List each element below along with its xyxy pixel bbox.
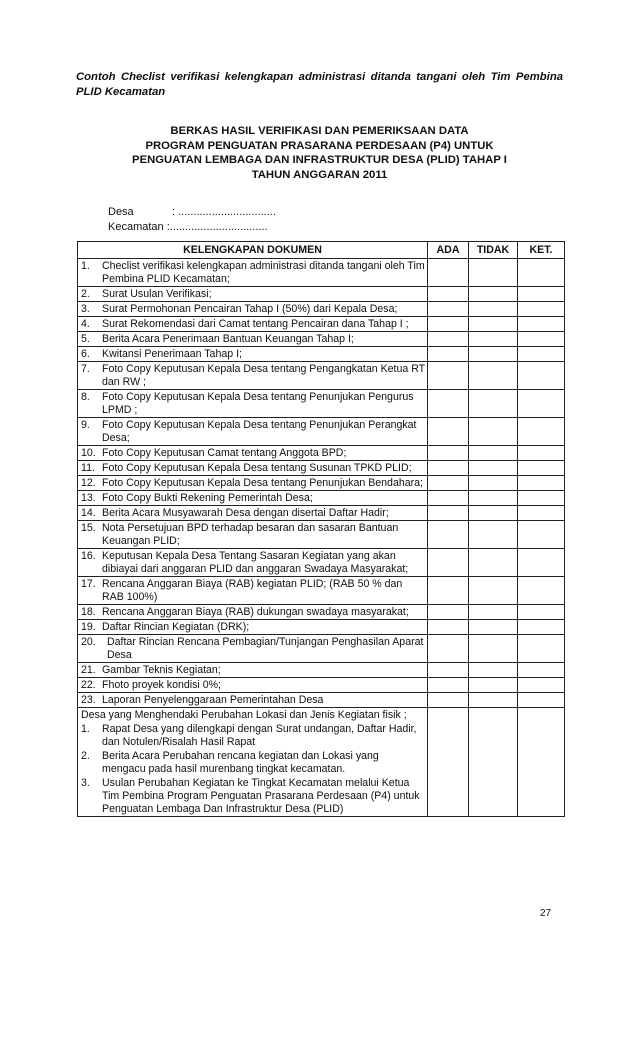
checklist-item	[78, 461, 427, 475]
kecamatan-row	[108, 220, 276, 235]
checklist-item	[78, 418, 427, 445]
item-number: 1.	[81, 260, 90, 272]
checklist-item	[78, 693, 427, 707]
ada-cell[interactable]	[428, 708, 469, 817]
ket-cell[interactable]	[518, 605, 565, 620]
ket-cell[interactable]	[518, 418, 565, 446]
item-number: 2.	[81, 750, 90, 762]
checklist-item	[78, 506, 427, 520]
tidak-cell[interactable]	[469, 461, 518, 476]
tidak-cell[interactable]	[469, 521, 518, 549]
title-line: BERKAS HASIL VERIFIKASI DAN PEMERIKSAAN DATA	[170, 125, 469, 137]
tidak-cell[interactable]	[469, 347, 518, 362]
checklist-item	[78, 663, 427, 677]
title-line: PENGUATAN LEMBAGA DAN INFRASTRUKTUR DESA (PLID) TAHAP I	[132, 154, 507, 166]
item-text: Kwitansi Penerimaan Tahap I;	[102, 348, 242, 360]
ket-cell[interactable]	[518, 259, 565, 287]
header-tidak: TIDAK	[469, 242, 518, 259]
document-cell	[78, 678, 428, 693]
item-text: Laporan Penyelenggaraan Pemerintahan Desa	[102, 694, 324, 706]
item-number: 6.	[81, 348, 90, 360]
item-number: 17.	[81, 578, 96, 590]
item-text: Foto Copy Keputusan Kepala Desa tentang Penunjukan Perangkat Desa;	[102, 419, 417, 444]
item-number: 13.	[81, 492, 96, 504]
tidak-cell[interactable]	[469, 635, 518, 663]
tidak-cell[interactable]	[469, 302, 518, 317]
document-cell	[78, 287, 428, 302]
document-cell	[78, 476, 428, 491]
item-number: 20.	[81, 636, 96, 648]
item-text: Checlist verifikasi kelengkapan administrasi ditanda tangani oleh Tim Pembina PLID Kecamatan;	[102, 260, 425, 285]
ada-cell[interactable]	[428, 663, 469, 678]
ket-cell[interactable]	[518, 302, 565, 317]
item-text: Keputusan Kepala Desa Tentang Sasaran Kegiatan yang akan dibiayai dari anggaran PLID dan anggaran Swadaya Masyarakat;	[102, 550, 409, 575]
header-document: KELENGKAPAN DOKUMEN	[78, 242, 428, 259]
table-row	[78, 476, 565, 491]
desa-row	[108, 205, 276, 220]
document-cell	[78, 317, 428, 332]
document-cell	[78, 549, 428, 577]
item-number: 15.	[81, 522, 96, 534]
checklist-item	[78, 476, 427, 490]
ada-cell[interactable]	[428, 549, 469, 577]
item-number: 2.	[81, 288, 90, 300]
table-row	[78, 521, 565, 549]
tidak-cell[interactable]	[469, 317, 518, 332]
checklist-item	[78, 390, 427, 417]
tidak-cell[interactable]	[469, 332, 518, 347]
checklist-item	[78, 332, 427, 346]
kecamatan-label: Kecamatan	[108, 221, 164, 233]
desa-value: : ................................	[172, 206, 276, 218]
last-row-item	[78, 722, 427, 749]
ada-cell[interactable]	[428, 521, 469, 549]
table-row	[78, 605, 565, 620]
document-cell	[78, 461, 428, 476]
document-cell	[78, 418, 428, 446]
item-text: Berita Acara Perubahan rencana kegiatan dan Lokasi yang mengacu pada hasil murenbang tingkat kecamatan.	[102, 750, 379, 775]
title-line: PROGRAM PENGUATAN PRASARANA PERDESAAN (P4) UNTUK	[145, 139, 494, 152]
ket-cell[interactable]	[518, 620, 565, 635]
item-number: 5.	[81, 333, 90, 345]
checklist-item	[78, 521, 427, 548]
document-cell	[78, 259, 428, 287]
header-ada: ADA	[428, 242, 469, 259]
ada-cell[interactable]	[428, 476, 469, 491]
checklist-item	[78, 491, 427, 505]
item-number: 8.	[81, 391, 90, 403]
ket-cell[interactable]	[518, 317, 565, 332]
table-row	[78, 663, 565, 678]
last-row-document-cell	[78, 708, 428, 817]
ada-cell[interactable]	[428, 605, 469, 620]
checklist-item	[78, 362, 427, 389]
ada-cell[interactable]	[428, 635, 469, 663]
tidak-cell[interactable]	[469, 390, 518, 418]
ket-cell[interactable]	[518, 663, 565, 678]
ket-cell[interactable]	[518, 287, 565, 302]
checklist-item	[78, 620, 427, 634]
item-text: Nota Persetujuan BPD terhadap besaran dan sasaran Bantuan Keuangan PLID;	[102, 522, 399, 547]
item-text: Foto Copy Keputusan Kepala Desa tentang Pengangkatan Ketua RT dan RW ;	[102, 363, 425, 388]
item-number: 3.	[81, 303, 90, 315]
page-number: 27	[540, 908, 552, 919]
document-cell	[78, 446, 428, 461]
item-text: Rapat Desa yang dilengkapi dengan Surat undangan, Daftar Hadir, dan Notulen/Risalah Hasil Rapat	[102, 723, 417, 748]
item-text: Foto Copy Keputusan Kepala Desa tentang Penunjukan Pengurus LPMD ;	[102, 391, 414, 416]
table-row	[78, 362, 565, 390]
ada-cell[interactable]	[428, 390, 469, 418]
document-cell	[78, 302, 428, 317]
item-number: 3.	[81, 777, 90, 789]
last-row-item	[78, 776, 427, 816]
ket-cell[interactable]	[518, 678, 565, 693]
table-row	[78, 317, 565, 332]
kecamatan-value: :................................	[166, 221, 268, 233]
document-cell	[78, 506, 428, 521]
table-header-row	[78, 242, 565, 259]
intro-caption: Contoh Checlist verifikasi kelengkapan administrasi ditanda tangani oleh Tim Pembina PLID Kecamatan	[76, 71, 563, 98]
item-number: 21.	[81, 664, 96, 676]
checklist-item	[78, 577, 427, 604]
ket-cell[interactable]	[518, 708, 565, 817]
item-number: 9.	[81, 419, 90, 431]
tidak-cell[interactable]	[469, 678, 518, 693]
last-row-item	[78, 749, 427, 776]
ada-cell[interactable]	[428, 678, 469, 693]
title-line: TAHUN ANGGARAN 2011	[251, 168, 388, 181]
tidak-cell[interactable]	[469, 620, 518, 635]
checklist-item	[78, 605, 427, 619]
ada-cell[interactable]	[428, 577, 469, 605]
item-text: Surat Rekomendasi dari Camat tentang Pencairan dana Tahap I ;	[102, 318, 409, 330]
header-ket: KET.	[518, 242, 565, 259]
ket-cell[interactable]	[518, 635, 565, 663]
item-text: Daftar Rincian Rencana Pembagian/Tunjangan Penghasilan Aparat Desa	[107, 636, 424, 661]
document-cell	[78, 491, 428, 506]
table-row	[78, 418, 565, 446]
item-number: 22.	[81, 679, 96, 691]
tidak-cell[interactable]	[469, 476, 518, 491]
ket-cell[interactable]	[518, 446, 565, 461]
ket-cell[interactable]	[518, 347, 565, 362]
ada-cell[interactable]	[428, 693, 469, 708]
item-text: Foto Copy Keputusan Camat tentang Anggota BPD;	[102, 447, 347, 459]
ada-cell[interactable]	[428, 287, 469, 302]
checklist-item	[78, 287, 427, 301]
tidak-cell[interactable]	[469, 708, 518, 817]
item-number: 4.	[81, 318, 90, 330]
ket-cell[interactable]	[518, 390, 565, 418]
tidak-cell[interactable]	[469, 693, 518, 708]
checklist-item	[78, 347, 427, 361]
ket-cell[interactable]	[518, 491, 565, 506]
table-row	[78, 390, 565, 418]
tidak-cell[interactable]	[469, 549, 518, 577]
checklist-table	[77, 241, 565, 817]
table-row	[78, 461, 565, 476]
item-number: 10.	[81, 447, 96, 459]
checklist-item	[78, 259, 427, 286]
ada-cell[interactable]	[428, 362, 469, 390]
checklist-item	[78, 302, 427, 316]
table-row	[78, 577, 565, 605]
table-row	[78, 332, 565, 347]
last-row-intro: Desa yang Menghendaki Perubahan Lokasi dan Jenis Kegiatan fisik ;	[81, 709, 407, 721]
table-row-last	[78, 708, 565, 817]
tidak-cell[interactable]	[469, 506, 518, 521]
tidak-cell[interactable]	[469, 418, 518, 446]
table-row	[78, 302, 565, 317]
document-cell	[78, 390, 428, 418]
tidak-cell[interactable]	[469, 446, 518, 461]
document-cell	[78, 332, 428, 347]
checklist-item	[78, 635, 427, 662]
document-cell	[78, 521, 428, 549]
tidak-cell[interactable]	[469, 605, 518, 620]
checklist-item	[78, 549, 427, 576]
tidak-cell[interactable]	[469, 362, 518, 390]
item-number: 23.	[81, 694, 96, 706]
item-number: 1.	[81, 723, 90, 735]
item-text: Berita Acara Penerimaan Bantuan Keuangan Tahap I;	[102, 333, 354, 345]
document-cell	[78, 693, 428, 708]
item-number: 19.	[81, 621, 96, 633]
document-cell	[78, 577, 428, 605]
item-text: Daftar Rincian Kegiatan (DRK);	[102, 621, 250, 633]
checklist-item	[78, 446, 427, 460]
ada-cell[interactable]	[428, 347, 469, 362]
ada-cell[interactable]	[428, 259, 469, 287]
item-text: Usulan Perubahan Kegiatan ke Tingkat Kecamatan melalui Ketua Tim Pembina Program Penguatan Prasarana Perdesaan (P4) untuk Penguatan Lembaga Dan Infrastruktur Desa (PLID)	[102, 777, 420, 815]
document-cell	[78, 635, 428, 663]
table-row	[78, 446, 565, 461]
ada-cell[interactable]	[428, 506, 469, 521]
item-text: Fhoto proyek kondisi 0%;	[102, 679, 221, 691]
table-row	[78, 620, 565, 635]
ada-cell[interactable]	[428, 418, 469, 446]
ada-cell[interactable]	[428, 620, 469, 635]
table-row	[78, 693, 565, 708]
table-row	[78, 347, 565, 362]
item-number: 18.	[81, 606, 96, 618]
ada-cell[interactable]	[428, 461, 469, 476]
item-text: Rencana Anggaran Biaya (RAB) dukungan swadaya masyarakat;	[102, 606, 409, 618]
ada-cell[interactable]	[428, 446, 469, 461]
item-number: 11.	[81, 462, 95, 474]
document-cell	[78, 663, 428, 678]
document-cell	[78, 620, 428, 635]
table-row	[78, 549, 565, 577]
tidak-cell[interactable]	[469, 287, 518, 302]
document-cell	[78, 362, 428, 390]
table-row	[78, 506, 565, 521]
item-text: Surat Permohonan Pencairan Tahap I (50%) dari Kepala Desa;	[102, 303, 398, 315]
tidak-cell[interactable]	[469, 259, 518, 287]
ket-cell[interactable]	[518, 332, 565, 347]
desa-label: Desa	[108, 206, 134, 218]
table-row	[78, 678, 565, 693]
ada-cell[interactable]	[428, 332, 469, 347]
ket-cell[interactable]	[518, 577, 565, 605]
ket-cell[interactable]	[518, 521, 565, 549]
ket-cell[interactable]	[518, 362, 565, 390]
item-number: 7.	[81, 363, 90, 375]
ket-cell[interactable]	[518, 461, 565, 476]
item-text: Foto Copy Bukti Rekening Pemerintah Desa;	[102, 492, 313, 504]
document-cell	[78, 347, 428, 362]
item-text: Surat Usulan Verifikasi;	[102, 288, 212, 300]
tidak-cell[interactable]	[469, 491, 518, 506]
item-number: 12.	[81, 477, 96, 489]
ket-cell[interactable]	[518, 549, 565, 577]
item-text: Rencana Anggaran Biaya (RAB) kegiatan PLID; (RAB 50 % dan RAB 100%)	[102, 578, 403, 603]
item-text: Gambar Teknis Kegiatan;	[102, 664, 221, 676]
ket-cell[interactable]	[518, 506, 565, 521]
item-text: Berita Acara Musyawarah Desa dengan disertai Daftar Hadir;	[102, 507, 389, 519]
checklist-item	[78, 317, 427, 331]
location-info	[108, 205, 276, 235]
tidak-cell[interactable]	[469, 663, 518, 678]
ada-cell[interactable]	[428, 317, 469, 332]
document-cell	[78, 605, 428, 620]
ada-cell[interactable]	[428, 302, 469, 317]
item-number: 16.	[81, 550, 96, 562]
table-row	[78, 259, 565, 287]
table-row	[78, 635, 565, 663]
checklist-item	[78, 678, 427, 692]
item-number: 14.	[81, 507, 96, 519]
ada-cell[interactable]	[428, 491, 469, 506]
ket-cell[interactable]	[518, 693, 565, 708]
table-row	[78, 491, 565, 506]
table-row	[78, 287, 565, 302]
ket-cell[interactable]	[518, 476, 565, 491]
item-text: Foto Copy Keputusan Kepala Desa tentang Penunjukan Bendahara;	[102, 477, 423, 489]
item-text: Foto Copy Keputusan Kepala Desa tentang Susunan TPKD PLID;	[102, 462, 412, 474]
document-title	[76, 124, 563, 182]
tidak-cell[interactable]	[469, 577, 518, 605]
